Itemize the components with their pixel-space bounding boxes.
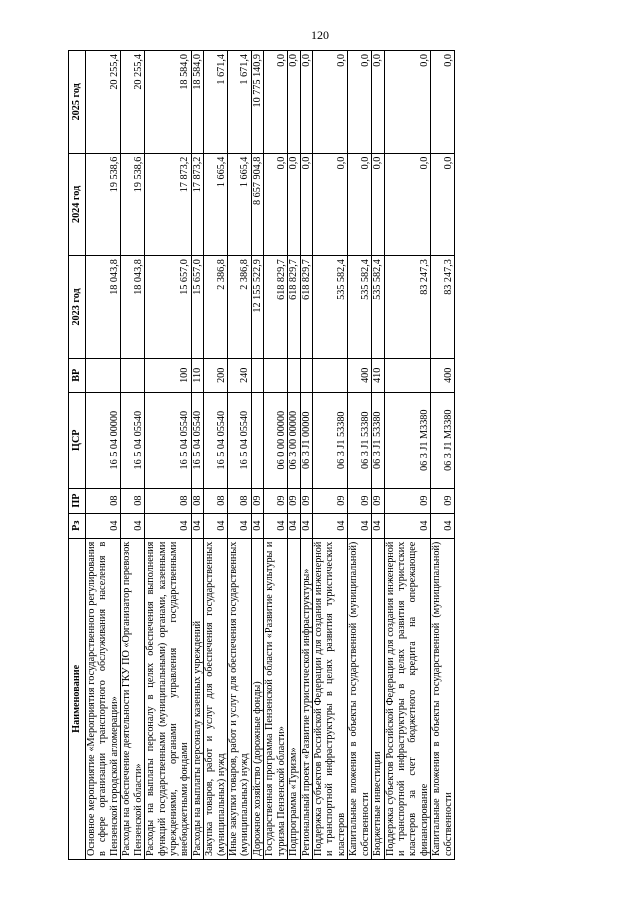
cell-2024: 19 538,6 xyxy=(121,153,145,256)
cell-name: Закупка товаров, работ и услуг для обеспечения государственных (муниципальных) нужд xyxy=(204,538,228,859)
cell-pr: 08 xyxy=(121,488,145,513)
cell-name: Дорожное хозяйство (дорожные фонды) xyxy=(251,538,263,859)
cell-name: Основное мероприятие «Мероприятия государственного регулирования в сфере организации транспортного обслуживания населения в Пензенской городской агломерации» xyxy=(86,538,121,859)
cell-2023: 18 043,8 xyxy=(86,256,121,359)
table-row xyxy=(86,51,121,860)
cell-rz: 04 xyxy=(145,513,192,538)
cell-pr: 08 xyxy=(191,488,203,513)
cell-pr: 08 xyxy=(228,488,252,513)
cell-csr: 06 3 J1 53380 xyxy=(348,392,372,488)
cell-pr: 09 xyxy=(313,488,348,513)
cell-vr xyxy=(313,358,348,392)
cell-vr: 110 xyxy=(191,358,203,392)
cell-rz: 04 xyxy=(288,513,300,538)
table-row xyxy=(431,51,455,860)
cell-2023: 2 386,8 xyxy=(228,256,252,359)
cell-vr: 100 xyxy=(145,358,192,392)
cell-2025: 0,0 xyxy=(384,51,431,154)
cell-2024: 17 873,2 xyxy=(145,153,192,256)
cell-csr xyxy=(251,392,263,488)
cell-vr xyxy=(300,358,312,392)
table-row xyxy=(300,51,312,860)
cell-rz: 04 xyxy=(86,513,121,538)
cell-2024: 0,0 xyxy=(431,153,455,256)
cell-csr: 06 3 J1 М3380 xyxy=(431,392,455,488)
cell-csr: 06 3 00 00000 xyxy=(288,392,300,488)
cell-2024: 1 665,4 xyxy=(204,153,228,256)
cell-name: Поддержка субъектов Российской Федерации для создания инженерной и транспортной инфраструктуры в целях развития туристических кластеров xyxy=(313,538,348,859)
cell-name: Поддержка субъектов Российской Федерации для создания инженерной и транспортной инфраструктуры в целях развития туристских кластеров за счет бюджетного кредита на опережающее финансирование xyxy=(384,538,431,859)
header-2025: 2025 год xyxy=(69,51,86,154)
cell-2025: 0,0 xyxy=(313,51,348,154)
cell-vr xyxy=(264,358,288,392)
cell-csr: 16 5 04 05540 xyxy=(204,392,228,488)
table-row xyxy=(204,51,228,860)
cell-csr: 06 3 J1 53380 xyxy=(313,392,348,488)
cell-vr xyxy=(86,358,121,392)
cell-name: Иные закупки товаров, работ и услуг для обеспечения государственных (муниципальных) нужд xyxy=(228,538,252,859)
cell-name: Бюджетные инвестиции xyxy=(372,538,384,859)
cell-vr xyxy=(251,358,263,392)
cell-name: Подпрограмма «Туризм» xyxy=(288,538,300,859)
cell-rz: 04 xyxy=(204,513,228,538)
cell-rz: 04 xyxy=(300,513,312,538)
budget-table xyxy=(68,50,455,860)
table-row xyxy=(348,51,372,860)
cell-rz: 04 xyxy=(251,513,263,538)
cell-csr: 06 3 J1 53380 xyxy=(372,392,384,488)
cell-rz: 04 xyxy=(384,513,431,538)
cell-rz: 04 xyxy=(372,513,384,538)
cell-csr: 06 0 00 00000 xyxy=(264,392,288,488)
table-row xyxy=(121,51,145,860)
table-row xyxy=(288,51,300,860)
cell-pr: 09 xyxy=(372,488,384,513)
cell-2025: 1 671,4 xyxy=(204,51,228,154)
cell-rz: 04 xyxy=(348,513,372,538)
cell-pr: 08 xyxy=(204,488,228,513)
cell-2023: 83 247,3 xyxy=(431,256,455,359)
cell-2025: 20 255,4 xyxy=(121,51,145,154)
cell-2025: 0,0 xyxy=(288,51,300,154)
cell-2023: 535 582,4 xyxy=(372,256,384,359)
cell-name: Капитальные вложения в объекты государственной (муниципальной) собственности xyxy=(348,538,372,859)
cell-2023: 618 829,7 xyxy=(288,256,300,359)
table-row xyxy=(228,51,252,860)
cell-2023: 618 829,7 xyxy=(300,256,312,359)
cell-2024: 17 873,2 xyxy=(191,153,203,256)
cell-2024: 0,0 xyxy=(288,153,300,256)
cell-csr: 16 5 04 05540 xyxy=(191,392,203,488)
cell-2023: 12 155 522,9 xyxy=(251,256,263,359)
table-row xyxy=(264,51,288,860)
header-rz: Рз xyxy=(69,513,86,538)
cell-2024: 0,0 xyxy=(264,153,288,256)
cell-pr: 09 xyxy=(431,488,455,513)
cell-2024: 0,0 xyxy=(348,153,372,256)
cell-rz: 04 xyxy=(228,513,252,538)
cell-pr: 09 xyxy=(288,488,300,513)
cell-rz: 04 xyxy=(121,513,145,538)
cell-csr: 16 5 04 05540 xyxy=(228,392,252,488)
cell-pr: 08 xyxy=(86,488,121,513)
cell-2023: 535 582,4 xyxy=(313,256,348,359)
cell-name: Расходы на выплаты персоналу в целях обеспечения выполнения функций государственными (муниципальными) органами, казенными учреждениями, органами управления государственными внебюджетными фондами xyxy=(145,538,192,859)
table-container xyxy=(68,50,580,860)
cell-rz: 04 xyxy=(264,513,288,538)
cell-csr: 06 3 J1 М3380 xyxy=(384,392,431,488)
cell-pr: 09 xyxy=(264,488,288,513)
cell-pr: 09 xyxy=(384,488,431,513)
cell-vr xyxy=(121,358,145,392)
cell-pr: 08 xyxy=(145,488,192,513)
rotated-table-block xyxy=(68,50,580,860)
cell-name: Расходы на обеспечение деятельности ГКУ ПО «Организатор перевозок Пензенской области» xyxy=(121,538,145,859)
cell-2023: 15 657,0 xyxy=(145,256,192,359)
cell-2024: 0,0 xyxy=(313,153,348,256)
header-name: Наименование xyxy=(69,538,86,859)
page-number: 120 xyxy=(311,28,329,42)
cell-2024: 0,0 xyxy=(372,153,384,256)
cell-2025: 10 775 140,9 xyxy=(251,51,263,154)
cell-vr: 400 xyxy=(348,358,372,392)
cell-2025: 20 255,4 xyxy=(86,51,121,154)
cell-2024: 8 657 904,8 xyxy=(251,153,263,256)
cell-vr: 240 xyxy=(228,358,252,392)
cell-pr: 09 xyxy=(300,488,312,513)
cell-2023: 18 043,8 xyxy=(121,256,145,359)
cell-name: Расходы на выплаты персоналу казенных учреждений xyxy=(191,538,203,859)
cell-2023: 618 829,7 xyxy=(264,256,288,359)
cell-2023: 15 657,0 xyxy=(191,256,203,359)
cell-2025: 1 671,4 xyxy=(228,51,252,154)
cell-2025: 0,0 xyxy=(431,51,455,154)
cell-name: Региональный проект «Развитие туристической инфраструктуры» xyxy=(300,538,312,859)
cell-csr: 16 5 04 05540 xyxy=(145,392,192,488)
cell-rz: 04 xyxy=(313,513,348,538)
table-row xyxy=(145,51,192,860)
header-2023: 2023 год xyxy=(69,256,86,359)
cell-csr: 16 5 04 00000 xyxy=(86,392,121,488)
cell-2024: 1 665,4 xyxy=(228,153,252,256)
cell-pr: 09 xyxy=(251,488,263,513)
table-row xyxy=(384,51,431,860)
cell-rz: 04 xyxy=(431,513,455,538)
cell-csr: 06 3 J1 00000 xyxy=(300,392,312,488)
table-row xyxy=(251,51,263,860)
cell-vr: 410 xyxy=(372,358,384,392)
table-row xyxy=(313,51,348,860)
cell-2024: 19 538,6 xyxy=(86,153,121,256)
cell-2025: 0,0 xyxy=(300,51,312,154)
header-csr: ЦСР xyxy=(69,392,86,488)
cell-2025: 0,0 xyxy=(348,51,372,154)
cell-vr xyxy=(384,358,431,392)
header-pr: ПР xyxy=(69,488,86,513)
cell-rz: 04 xyxy=(191,513,203,538)
cell-2025: 0,0 xyxy=(372,51,384,154)
cell-2023: 2 386,8 xyxy=(204,256,228,359)
cell-2024: 0,0 xyxy=(384,153,431,256)
cell-vr: 200 xyxy=(204,358,228,392)
header-2024: 2024 год xyxy=(69,153,86,256)
table-row xyxy=(372,51,384,860)
table-body xyxy=(86,51,455,860)
table-row xyxy=(191,51,203,860)
cell-csr: 16 5 04 05540 xyxy=(121,392,145,488)
cell-pr: 09 xyxy=(348,488,372,513)
table-header-row xyxy=(69,51,86,860)
cell-2023: 535 582,4 xyxy=(348,256,372,359)
cell-vr xyxy=(288,358,300,392)
cell-2025: 0,0 xyxy=(264,51,288,154)
cell-2024: 0,0 xyxy=(300,153,312,256)
cell-2025: 18 584,0 xyxy=(191,51,203,154)
cell-name: Государственная программа Пензенской области «Развитие культуры и туризма Пензенской области» xyxy=(264,538,288,859)
cell-2023: 83 247,3 xyxy=(384,256,431,359)
cell-vr: 400 xyxy=(431,358,455,392)
cell-2025: 18 584,0 xyxy=(145,51,192,154)
cell-name: Капитальные вложения в объекты государственной (муниципальной) собственности xyxy=(431,538,455,859)
header-vr: ВР xyxy=(69,358,86,392)
